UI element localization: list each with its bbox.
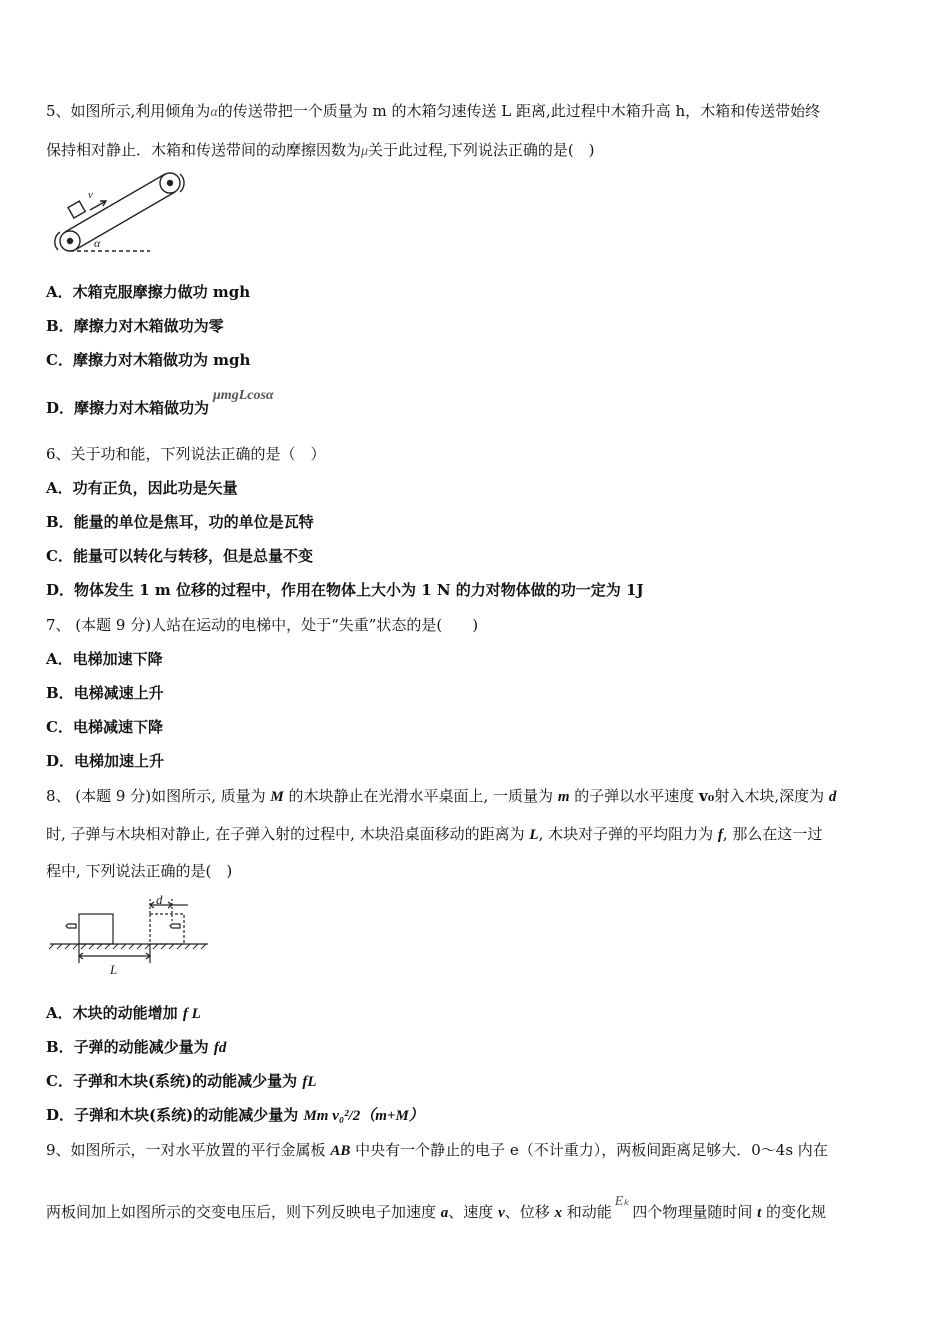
q8-option-b bbox=[46, 1037, 906, 1058]
var-a: a bbox=[440, 1205, 449, 1221]
var-x: x bbox=[554, 1205, 563, 1221]
q9-stem-line1 bbox=[46, 1140, 906, 1161]
var-Ek: Eₖ bbox=[614, 1194, 630, 1209]
q8-option-b-var: fd bbox=[213, 1040, 227, 1056]
velocity-label: v bbox=[88, 189, 93, 201]
q9-text: 、位移 bbox=[504, 1203, 555, 1221]
q5-option-d-formula: μmgLcosα bbox=[213, 388, 274, 403]
q8-option-d-text: D．子弹和木块(系统)的动能减少量为 bbox=[46, 1106, 304, 1124]
mass-m: m bbox=[557, 789, 570, 805]
q5-stem-line1 bbox=[46, 101, 906, 123]
q7-option-a: A．电梯加速下降 bbox=[46, 650, 163, 668]
q8-option-d bbox=[46, 1105, 906, 1126]
q7-option-b: B．电梯减速上升 bbox=[46, 684, 164, 702]
q8-text: , 那么在这一过 bbox=[722, 825, 823, 843]
conveyor-belt-figure bbox=[46, 168, 196, 258]
q6-option-d: D．物体发生 1 m 位移的过程中，作用在物体上大小为 1 N 的力对物体做的功一定为 1J bbox=[46, 581, 644, 599]
q8-option-c-text: C．子弹和木块(系统)的动能减少量为 bbox=[46, 1072, 303, 1090]
q7-stem: 7、 (本题 9 分)人站在运动的电梯中，处于“失重”状态的是( ) bbox=[46, 616, 479, 634]
q5-option-c: C．摩擦力对木箱做功为 mgh bbox=[46, 351, 251, 369]
velocity-v0: v₀ bbox=[699, 787, 715, 805]
var-v: v bbox=[498, 1205, 505, 1221]
q8-option-b-text: B．子弹的动能减少量为 bbox=[46, 1038, 214, 1056]
q6-option-c: C．能量可以转化与转移，但是总量不变 bbox=[46, 547, 313, 565]
q8-stem-line2 bbox=[46, 824, 906, 845]
q7-option-d: D．电梯加速上升 bbox=[46, 752, 165, 770]
q8-text: 射入木块,深度为 bbox=[714, 787, 829, 805]
q9-stem-line2 bbox=[46, 1194, 906, 1224]
q9-text: 9、如图所示，一对水平放置的平行金属板 bbox=[46, 1141, 331, 1159]
q8-text: 8、 (本题 9 分)如图所示, 质量为 bbox=[46, 787, 271, 805]
mu-symbol: μ bbox=[361, 144, 369, 159]
q8-stem-line1 bbox=[46, 786, 906, 807]
q8-option-a-var: f L bbox=[182, 1006, 201, 1022]
block-bullet-figure bbox=[48, 893, 213, 983]
q5-option-d bbox=[46, 388, 906, 420]
alpha-symbol: α bbox=[210, 105, 218, 120]
q5-text: 的传送带把一个质量为 m 的木箱匀速传送 L 距离,此过程中木箱升高 h，木箱和传送带始终 bbox=[217, 102, 821, 120]
q9-text: 中央有一个静止的电子 e（不计重力），两板间距离足够大．0～4s 内在 bbox=[350, 1141, 828, 1159]
q9-text: 四个物理量随时间 bbox=[632, 1203, 758, 1221]
depth-d: d bbox=[828, 789, 837, 805]
q8-text: 的木块静止在光滑水平桌面上, 一质量为 bbox=[283, 787, 558, 805]
q8-option-d-var: Mm v₀²/2（m+M） bbox=[303, 1108, 424, 1124]
q9-text: 和动能 bbox=[562, 1203, 612, 1221]
distance-L: L bbox=[529, 827, 539, 843]
q6-option-b: B．能量的单位是焦耳，功的单位是瓦特 bbox=[46, 513, 314, 531]
force-f: f bbox=[717, 827, 723, 843]
q5-text: 保持相对静止．木箱和传送带间的动摩擦因数为 bbox=[46, 141, 362, 159]
q8-option-a-text: A．木块的动能增加 bbox=[46, 1004, 183, 1022]
q8-option-c bbox=[46, 1071, 906, 1092]
q5-option-d-text: D．摩擦力对木箱做功为 bbox=[46, 399, 210, 417]
mass-M: M bbox=[270, 789, 284, 805]
q5-option-a: A．木箱克服摩擦力做功 mgh bbox=[46, 283, 251, 301]
q9-text: 、速度 bbox=[448, 1203, 499, 1221]
q6-option-a: A．功有正负，因此功是矢量 bbox=[46, 479, 238, 497]
q6-stem: 6、关于功和能，下列说法正确的是（ ） bbox=[46, 445, 326, 463]
q5-text: 关于此过程,下列说法正确的是( ) bbox=[368, 141, 595, 159]
q9-text: 的变化规 bbox=[761, 1203, 827, 1221]
q7-option-c: C．电梯减速下降 bbox=[46, 718, 163, 736]
q5-option-b: B．摩擦力对木箱做功为零 bbox=[46, 317, 224, 335]
q8-option-a bbox=[46, 1003, 906, 1024]
depth-label: d bbox=[156, 893, 163, 907]
var-t: t bbox=[757, 1205, 762, 1221]
angle-label: α bbox=[94, 236, 101, 250]
q5-stem-line2 bbox=[46, 140, 906, 162]
distance-label: L bbox=[110, 962, 118, 977]
q8-text: 的子弹以水平速度 bbox=[569, 787, 700, 805]
plates-AB: AB bbox=[330, 1143, 351, 1159]
q8-stem-line3: 程中, 下列说法正确的是( ) bbox=[46, 862, 233, 880]
q8-text: 时, 子弹与木块相对静止, 在子弹入射的过程中, 木块沿桌面移动的距离为 bbox=[46, 825, 530, 843]
q8-option-c-var: fL bbox=[302, 1074, 317, 1090]
q9-text: 两板间加上如图所示的交变电压后，则下列反映电子加速度 bbox=[46, 1203, 441, 1221]
q8-text: , 木块对子弹的平均阻力为 bbox=[538, 825, 718, 843]
q5-text: 5、如图所示,利用倾角为 bbox=[46, 102, 211, 120]
